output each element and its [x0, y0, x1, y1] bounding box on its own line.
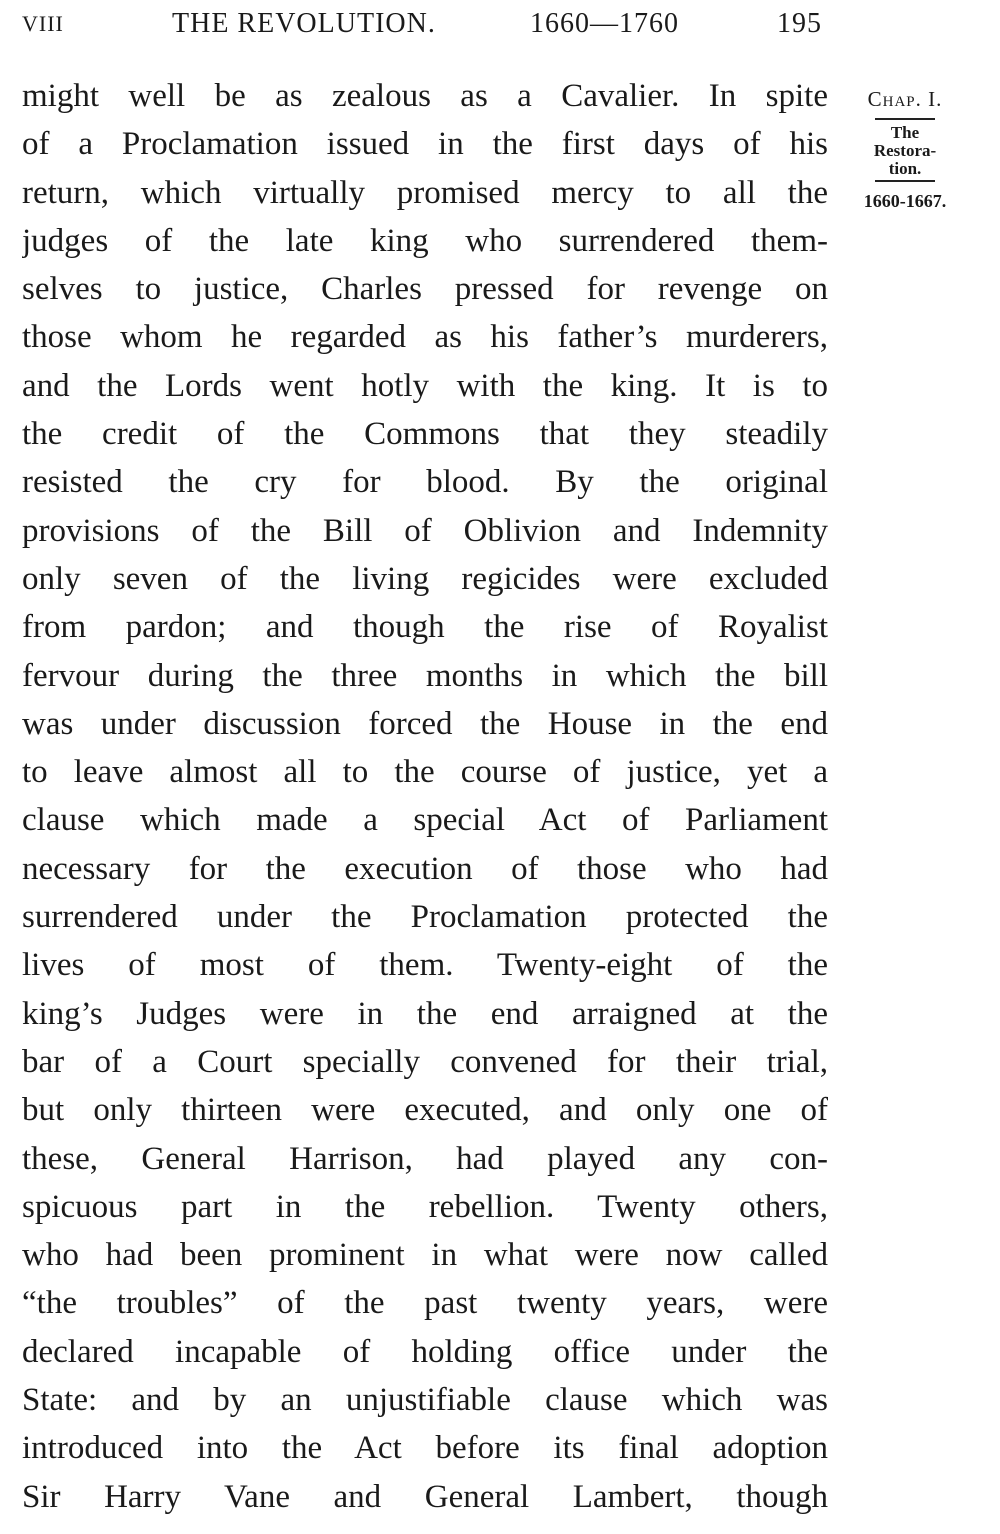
margin-note	[842, 82, 968, 216]
running-title: THE REVOLUTION.	[172, 8, 436, 39]
text-line: “the troubles” of the past twenty years, were	[22, 1285, 828, 1322]
running-header	[22, 4, 822, 44]
margin-rule	[875, 180, 935, 182]
text-line: introduced into the Act before its final adoption	[22, 1430, 828, 1467]
text-line: king’s Judges were in the end arraigned at the	[22, 995, 828, 1032]
text-line: to leave almost all to the course of justice, yet a	[22, 754, 828, 791]
text-line: State: and by an unjustifiable clause which was	[22, 1382, 828, 1419]
text-line: surrendered under the Proclamation protected the	[22, 899, 828, 936]
margin-dates: 1660-1667.	[863, 191, 947, 211]
text-line: provisions of the Bill of Oblivion and Indemnity	[22, 512, 828, 549]
margin-rule	[875, 118, 935, 120]
text-line: lives of most of them. Twenty-eight of the	[22, 947, 828, 984]
text-line: and the Lords went hotly with the king. It is to	[22, 367, 828, 404]
chapter-numeral: VIII	[22, 11, 64, 36]
margin-chapter: Chap. I.	[867, 87, 943, 111]
text-line: might well be as zealous as a Cavalier. In spite	[22, 78, 828, 114]
text-line: but only thirteen were executed, and only one of	[22, 1092, 828, 1129]
text-line: only seven of the living regicides were excluded	[22, 560, 828, 597]
running-years: 1660—1760	[530, 8, 679, 39]
text-line: bar of a Court specially convened for their trial,	[22, 1043, 828, 1080]
text-line: who had been prominent in what were now called	[22, 1237, 828, 1274]
text-line: necessary for the execution of those who had	[22, 850, 828, 887]
text-line: resisted the cry for blood. By the original	[22, 464, 828, 501]
text-line: of a Proclamation issued in the first days of his	[22, 126, 828, 163]
text-line: spicuous part in the rebellion. Twenty others,	[22, 1188, 828, 1225]
text-line: these, General Harrison, had played any con-	[22, 1140, 828, 1177]
text-line: was under discussion forced the House in the end	[22, 705, 828, 742]
text-line: return, which virtually promised mercy to all the	[22, 174, 828, 211]
margin-topic-line: The	[890, 123, 920, 142]
margin-topic-line: tion.	[888, 159, 922, 178]
text-line: from pardon; and though the rise of Royalist	[22, 609, 828, 646]
text-line: the credit of the Commons that they steadily	[22, 416, 828, 453]
text-line: those whom he regarded as his father’s murderers,	[22, 319, 828, 356]
body-text	[22, 72, 828, 1521]
text-line: fervour during the three months in which the bill	[22, 657, 828, 694]
text-line: declared incapable of holding office under the	[22, 1333, 828, 1370]
text-line: selves to justice, Charles pressed for revenge on	[22, 271, 828, 308]
margin-topic-line: Restora-	[873, 141, 937, 160]
text-line: judges of the late king who surrendered them-	[22, 222, 828, 259]
text-line: clause which made a special Act of Parliament	[22, 802, 828, 839]
page-number: 195	[777, 8, 822, 39]
text-line: Sir Harry Vane and General Lambert, though	[22, 1478, 828, 1515]
